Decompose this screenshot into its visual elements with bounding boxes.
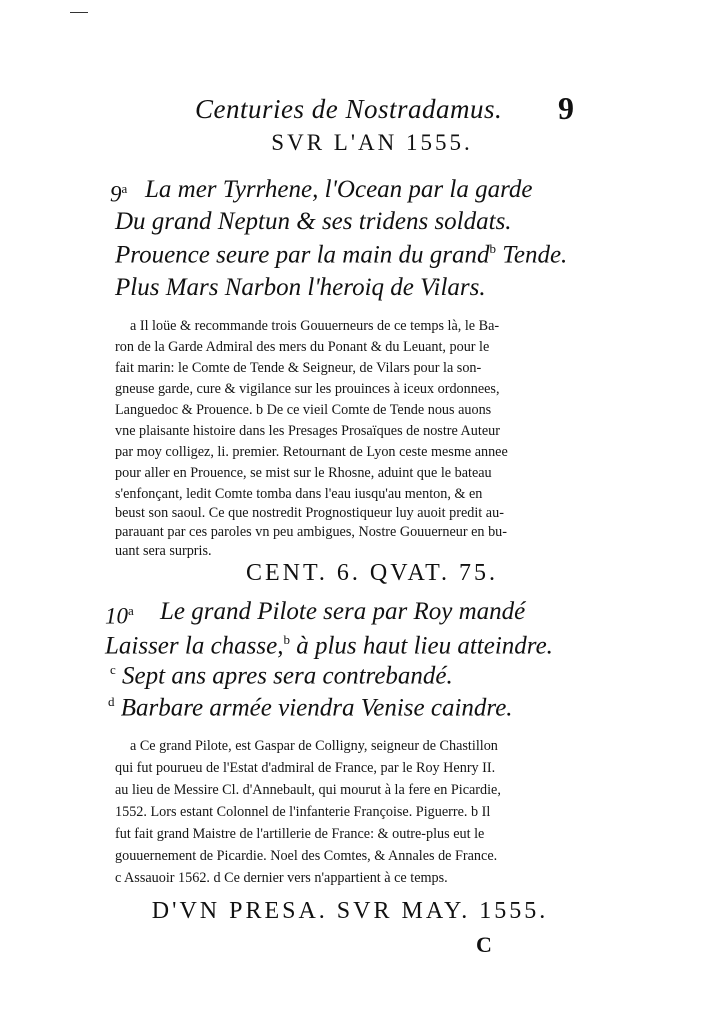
section-heading-sur-lan: SVR L'AN 1555. [271, 130, 473, 155]
note-line: pour aller en Prouence, se mist sur le Rhosne, aduint que le bateau [115, 465, 492, 481]
verse-line: $^d$ Barbare armée viendra Venise caindre. [108, 694, 513, 722]
running-head-title: Centuries de Nostradamus. [195, 94, 503, 124]
note-line: vne plaisante histoire dans les Presages Prosaïques de nostre Auteur [115, 423, 500, 439]
verse-line: Laisser la chasse,$^b$ à plus haut lieu atteindre. [105, 632, 553, 660]
note-line: fait marin: le Comte de Tende & Seigneur, de Vilars pour la son- [115, 360, 482, 376]
note-line: au lieu de Messire Cl. d'Annebault, qui mourut à la fere en Picardie, [115, 782, 501, 798]
note-line: beust son saoul. Ce que nostredit Prognostiqueur luy auoit predit au- [115, 505, 504, 521]
section-heading-centurie: CENT. 6. QVAT. 75. [246, 560, 498, 586]
note-line: parauant par ces paroles vn peu ambigues, Nostre Gouuerneur en bu- [115, 524, 507, 540]
note-line: gneuse garde, cure & vigilance sur les prouinces à iceux ordonnees, [115, 381, 500, 397]
quatrain-number: 10$^a$ [105, 603, 134, 629]
note-line: fut fait grand Maistre de l'artillerie de France: & outre-plus eut le [115, 826, 485, 842]
running-head [195, 90, 585, 134]
corner-mark [70, 12, 88, 13]
note-line: qui fut pourueu de l'Estat d'admiral de France, par le Roy Henry II. [115, 760, 496, 776]
note-line: a Il loüe & recommande trois Gouuerneurs de ce temps là, le Ba- [130, 318, 500, 334]
note-line: Languedoc & Prouence. b De ce vieil Comte de Tende nous auons [115, 402, 492, 418]
verse-line: Le grand Pilote sera par Roy mandé [160, 598, 526, 625]
quatrain-number: 9$^a$ [110, 181, 128, 207]
verse-line: La mer Tyrrhene, l'Ocean par la garde [145, 176, 533, 203]
note-line: a Ce grand Pilote, est Gaspar de Colligny, seigneur de Chastillon [130, 738, 498, 754]
note-line: 1552. Lors estant Colonnel de l'infanterie Françoise. Piguerre. b Il [115, 804, 491, 820]
verse-line: $^c$ Sept ans apres sera contrebandé. [110, 662, 453, 690]
verse-line: Prouence seure par la main du grand$^b$ Tende. [115, 241, 568, 269]
signature-mark: C [476, 932, 492, 957]
note-line: par moy colligez, li. premier. Retournant de Lyon ceste mesme annee [115, 444, 508, 460]
note-line: ron de la Garde Admiral des mers du Ponant & du Leuant, pour le [115, 339, 490, 355]
note-line: c Assauoir 1562. d Ce dernier vers n'appartient à ce temps. [115, 870, 448, 886]
verse-line: Du grand Neptun & ses tridens soldats. [115, 208, 512, 235]
section-heading-presage: D'VN PRESA. SVR MAY. 1555. [151, 898, 549, 924]
verse-line: Plus Mars Narbon l'heroiq de Vilars. [115, 274, 486, 301]
note-line: gouuernement de Picardie. Noel des Comtes, & Annales de France. [115, 848, 498, 864]
note-line: uant sera surpris. [115, 543, 212, 559]
page-number: 9 [558, 90, 575, 126]
note-line: s'enfonçant, ledit Comte tomba dans l'eau iusqu'au menton, & en [115, 486, 483, 502]
